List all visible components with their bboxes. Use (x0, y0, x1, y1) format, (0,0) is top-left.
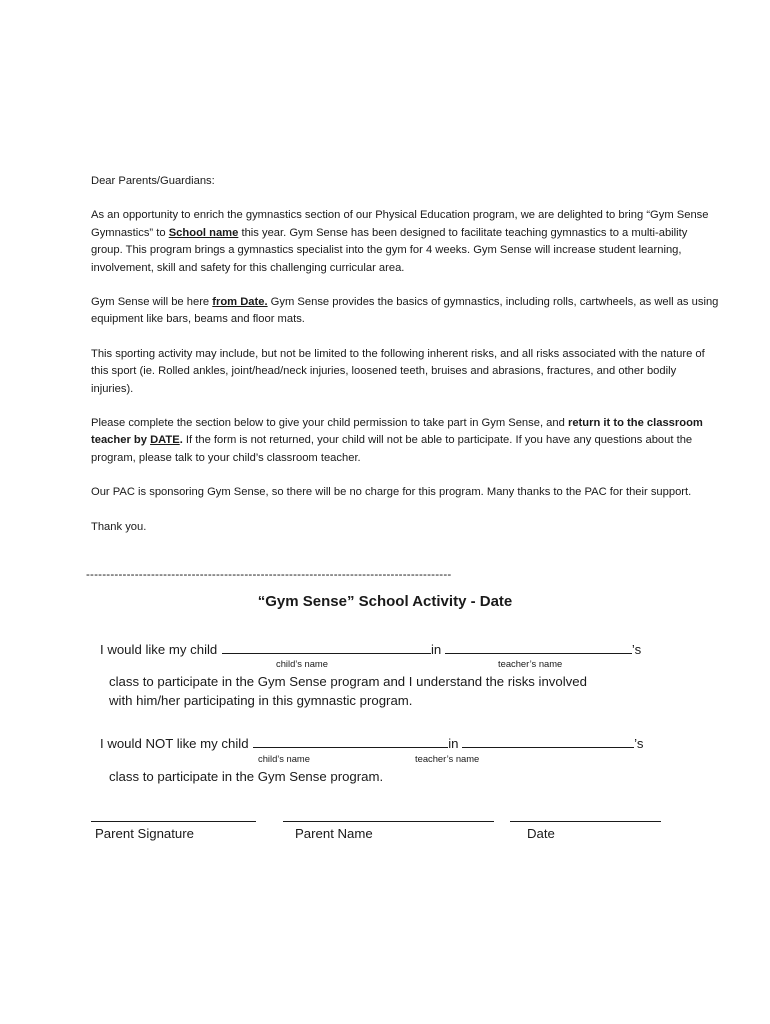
paragraph-schedule (91, 294, 721, 329)
closing: Thank you. (91, 520, 147, 533)
return-text-a: Please complete the section below to give your child permission to take part in Gym Sense, and (91, 417, 568, 430)
date-field[interactable] (510, 821, 661, 822)
opt-in-line-2: class to participate in the Gym Sense program and I understand the risks involved (109, 674, 587, 689)
opt-out-child-caption: child’s name (258, 753, 310, 764)
opt-out-child-name-field[interactable] (253, 735, 448, 748)
return-period: . (179, 434, 183, 447)
letter-body (91, 173, 721, 553)
return-text-b: If the form is not returned, your child will not be able to participate. If you have any questions about the program, please talk to your child’s classroom teacher. (91, 434, 693, 464)
from-date-placeholder: from Date. (212, 296, 268, 309)
opt-out-prefix: I would NOT like my child (100, 736, 249, 751)
paragraph-return (91, 415, 721, 467)
opt-in-child-name-field[interactable] (222, 641, 431, 654)
opt-out-suffix: ’s (634, 736, 644, 751)
intro-text-a: As an opportunity to enrich the gymnastics section of our Physical Education program, we are delighted to bring “Gym Sense Gymnastics” to (91, 209, 709, 239)
parent-name-field[interactable] (283, 821, 494, 822)
cut-line-divider: ------------------------------------------------------------------------------------------ (86, 568, 452, 581)
schedule-text-a: Gym Sense will be here (91, 296, 213, 309)
paragraph-pac: Our PAC is sponsoring Gym Sense, so there will be no charge for this program. Many thanks to the PAC for their support. (91, 486, 692, 499)
school-name-placeholder: School name (168, 226, 239, 239)
opt-in-line (100, 641, 641, 657)
opt-in-teacher-caption: teacher’s name (498, 658, 563, 669)
opt-in-in-word: in (430, 642, 442, 657)
opt-in-prefix: I would like my child (100, 642, 218, 657)
date-label: Date (527, 826, 555, 841)
opt-in-line-3: with him/her participating in this gymnastic program. (109, 693, 413, 708)
opt-in-child-caption: child’s name (276, 658, 328, 669)
return-instruction: return it to the classroom teacher by (91, 417, 703, 447)
parent-signature-label: Parent Signature (95, 826, 194, 841)
paragraph-intro (91, 207, 721, 277)
opt-out-teacher-name-field[interactable] (462, 735, 634, 748)
form-title: “Gym Sense” School Activity - Date (257, 593, 513, 610)
opt-in-teacher-name-field[interactable] (445, 641, 632, 654)
opt-out-line-2: class to participate in the Gym Sense program. (109, 769, 384, 784)
schedule-text-b: Gym Sense provides the basics of gymnastics, including rolls, cartwheels, as well as using equipment like bars, beams and floor mats. (91, 296, 719, 326)
parent-name-label: Parent Name (295, 826, 373, 841)
greeting: Dear Parents/Guardians: (91, 175, 215, 187)
opt-in-suffix: ’s (631, 642, 642, 657)
paragraph-risks: This sporting activity may include, but not be limited to the following inherent risks, and all risks associated with the nature of this sport (ie. Rolled ankles, joint/head/neck injuries, loosened teeth, bruises and abrasions, fractures, and other bodily injuries). (91, 347, 705, 395)
intro-text-b: this year. Gym Sense has been designed to facilitate teaching gymnastics to a multi-ability group. This program brings a gymnastics specialist into the gym for 4 weeks. Gym Sense will increase student learning, involvement, skill and safety for this challenging curricular area. (91, 226, 688, 274)
parent-signature-field[interactable] (91, 821, 256, 822)
opt-out-in-word: in (448, 736, 459, 751)
opt-out-line (100, 735, 643, 751)
return-date-placeholder: DATE (150, 434, 180, 447)
opt-out-teacher-caption: teacher’s name (415, 753, 480, 764)
